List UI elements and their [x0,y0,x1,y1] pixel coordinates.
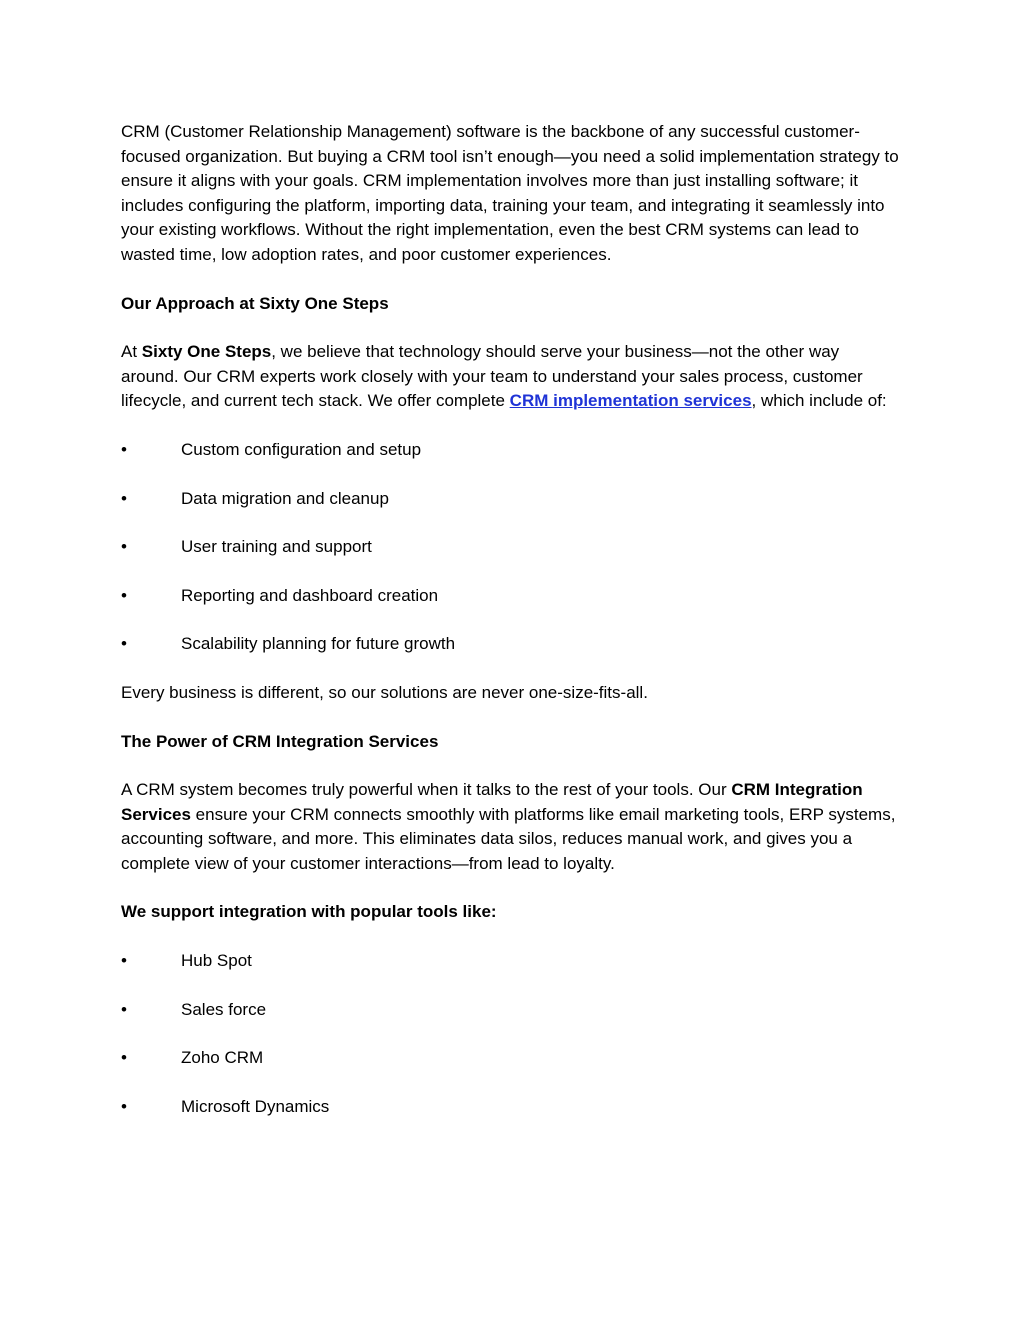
list-item [121,1095,901,1120]
list-item-text: Hub Spot [181,951,252,971]
bullet-icon: • [121,488,127,508]
approach-closing: Every business is different, so our solutions are never one-size-fits-all. [121,682,648,702]
list-item [121,949,901,974]
list-item [121,535,901,560]
company-name: Sixty One Steps [141,342,272,362]
bullet-icon: • [121,585,127,605]
intro-paragraph: CRM (Customer Relationship Management) software is the backbone of any successful customer-focused organization. But buying a CRM tool isn’t enough—you need a solid implementation strategy to ensure it aligns with your goals. CRM implementation involves more than just installing software; it includes configuring the platform, importing data, training your team, and integrating it seamlessly into your existing workflows. Without the right implementation, even the best CRM systems can lead to wasted time, low adoption rates, and poor customer experiences. [121,122,899,264]
list-item-text: User training and support [181,537,372,557]
integration-text-end: ensure your CRM connects smoothly with platforms like email marketing tools, ERP systems, accounting software, and more. This eliminates data silos, reduces manual work, and gives you a complete view of your customer interactions—from lead to loyalty. [121,804,896,873]
bullet-icon: • [121,634,127,654]
list-item [121,632,901,657]
list-item [121,438,901,463]
approach-text-end: , which include of: [751,391,887,411]
bullet-icon: • [121,951,127,971]
bullet-icon: • [121,1096,127,1116]
list-item [121,1046,901,1071]
bullet-icon: • [121,537,127,557]
list-item-text: Data migration and cleanup [181,488,389,508]
list-item-text: Custom configuration and setup [181,439,422,459]
list-item [121,487,901,512]
tools-heading: We support integration with popular tools like: [121,902,497,922]
integration-services-bold: CRM Integration Services [121,780,863,824]
bullet-icon: • [121,439,127,459]
bullet-icon: • [121,1048,127,1068]
approach-paragraph [121,340,901,414]
approach-text-start: At [121,342,142,362]
integration-heading: The Power of CRM Integration Services [121,731,439,751]
list-item-text: Reporting and dashboard creation [181,585,439,605]
crm-implementation-services-link[interactable]: CRM implementation services [509,391,752,411]
document-body [121,120,901,1119]
list-item [121,584,901,609]
list-item-text: Microsoft Dynamics [181,1096,330,1116]
approach-text-middle: , we believe that technology should serve your business—not the other way around. Our CRM experts work closely with your team to understand your sales process, customer lifecycle, and current tech stack. We offer complete [121,342,863,411]
integration-paragraph [121,778,901,876]
list-item [121,998,901,1023]
list-item-text: Sales force [181,999,267,1019]
list-item-text: Zoho CRM [181,1048,264,1068]
approach-heading: Our Approach at Sixty One Steps [121,293,389,313]
list-item-text: Scalability planning for future growth [181,634,456,654]
integration-text-start: A CRM system becomes truly powerful when it talks to the rest of your tools. Our [121,780,732,800]
bullet-icon: • [121,999,127,1019]
